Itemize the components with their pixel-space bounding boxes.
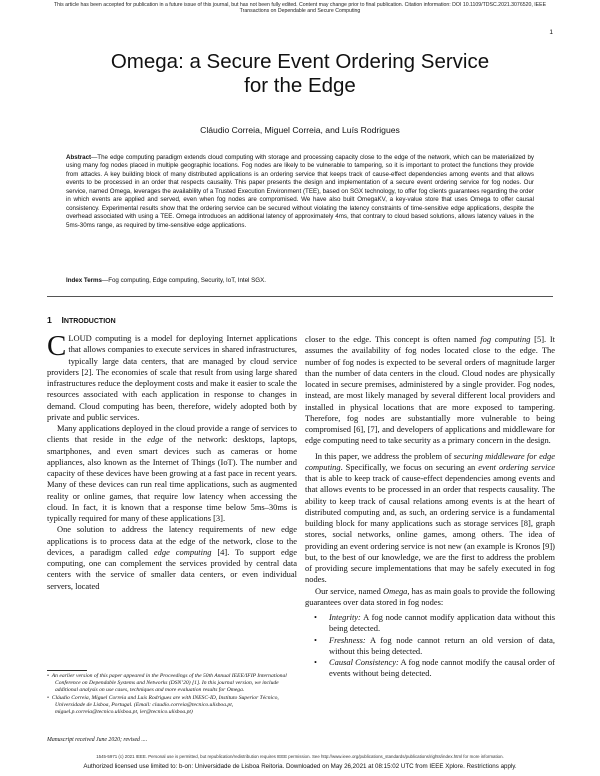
intro-p3-text-b: [4]. To support edge computing, one can complement the services provided by central data centers with the service of smaller data centers, or even individual servers, located bbox=[47, 546, 297, 591]
intro-p2-text-a: Many applications deployed in the cloud provide a range of services to clients that reside in the bbox=[47, 423, 297, 445]
intro-paragraph-3 bbox=[47, 524, 297, 592]
copyright-notice: 1545-5971 (c) 2021 IEEE. Personal use is permitted, but republication/redistribution requires IEEE permission. See http://www.ieee.org/publications_standards/publications/rights/index.html for more information. bbox=[96, 754, 504, 759]
intro-p2-emphasis: edge bbox=[147, 434, 164, 445]
right-p3-text-b: , has as main goals to provide the following guarantees over data stored in fog nodes: bbox=[305, 585, 555, 607]
left-column bbox=[47, 330, 297, 592]
bullet: • bbox=[314, 634, 317, 645]
right-p1-emphasis: fog computing bbox=[480, 334, 531, 344]
footnotes bbox=[47, 673, 297, 718]
notice-line-2: Transactions on Dependable and Secure Computing bbox=[239, 8, 361, 15]
right-column bbox=[305, 334, 555, 680]
guarantee-term: Causal Consistency: bbox=[329, 657, 399, 667]
footnote-1: • An earlier version of this paper appeared in the Proceedings of the 50th Annual IEEE/IFIP International Conference on Dependable Systems and Networks (DSN’20) [1]. In this journal version, we include additional analysis on use cases, techniques and more evaluation results for Omega. bbox=[47, 673, 287, 694]
footnote-divider bbox=[47, 670, 87, 671]
guarantee-text: A fog node cannot modify the causal order of events without being detected. bbox=[329, 657, 555, 679]
intro-paragraph-2 bbox=[47, 423, 297, 524]
index-terms-label: Index Terms bbox=[66, 277, 102, 284]
right-p2-emphasis-1: securing middleware for edge computing bbox=[305, 450, 555, 472]
intro-p2-text-b: of the network: desktops, laptops, smartphones, and even smart devices such as cameras or home appliances, also known as the Internet of Things (IoT). The number and capacity of these devices have been growing at a fast pace in recent years. Many of these devices can run real time applications, such as augmented reality or online games, that require low latency when accessing the cloud. In fact, it is known that a response time below 5ms–30ms is typically required for many of these applications [3]. bbox=[47, 434, 297, 523]
section-title-initial: I bbox=[61, 315, 64, 325]
right-paragraph-1 bbox=[305, 334, 555, 447]
right-p1-text-a: closer to the edge. This concept is often named bbox=[305, 334, 481, 344]
guarantee-term: Freshness: bbox=[329, 634, 366, 645]
intro-p3-text-a: One solution to address the latency requirements of new edge applications is to process data at the edge of the network, close to the devices, a paradigm called bbox=[47, 524, 297, 557]
list-item bbox=[305, 657, 555, 680]
right-p2-emphasis-2: event ordering service bbox=[478, 461, 555, 472]
manuscript-note: Manuscript received June 2020; revised .... bbox=[47, 737, 148, 743]
footnote-2-text: Cláudio Correia, Miguel Correia and Luís Rodrigues are with INESC-ID, Instituto Superior Técnico, Universidade de Lisboa, Portugal. (Email: claudio.correia@tecnico.ulisboa.pt, miguel.p.correia@tecnico.ulisboa.pt, ler@tecnico.ulisboa.pt) bbox=[51, 695, 279, 716]
list-item bbox=[305, 635, 555, 658]
footnote-1-text: An earlier version of this paper appeared in the Proceedings of the 50th Annual IEEE/IFIP International Conference on Dependable Systems and Networks (DSN’20) [1]. In this journal version, we include additional analysis on use cases, techniques and more evaluation results for Omega. bbox=[51, 673, 287, 694]
abstract bbox=[66, 154, 534, 230]
section-title-rest: NTRODUCTION bbox=[63, 318, 116, 325]
bullet: • bbox=[314, 612, 317, 622]
index-terms bbox=[66, 277, 534, 285]
first-word-rest: LOUD bbox=[68, 333, 92, 343]
abstract-divider bbox=[47, 296, 553, 297]
right-p2-text-c: that is able to keep track of cause-effect dependencies among events and that allows events to be processed in an order that respects causality. The ability to keep track of causal relations among events is at the heart of distributed computing and, as such, an ordering service is a fundamental building block for many applications such as storage services [8], graph stores, social networks, online games, among others. The idea of providing an event ordering service is not new (an example is Kronos [9]) but, to the best of our knowledge, we are the first to address the problem of providing secure implementations that may be safely executed in fog nodes. bbox=[305, 473, 555, 585]
drop-cap: C bbox=[47, 330, 67, 362]
abstract-label: Abstract bbox=[66, 154, 92, 161]
section-number: 1 bbox=[47, 315, 52, 325]
title-line-1: Omega: a Secure Event Ordering Service bbox=[110, 50, 490, 73]
right-p1-text-b: [5]. It assumes the availability of fog nodes located close to the edge. The number of fog nodes is expected to be several orders of magnitude larger than the number of data centers in the cloud. Cloud nodes are physically located in secure premises, administered by a single provider. Fog nodes, instead, are most likely managed by several different local providers and installed in physical locations that are more exposed to tampering. Therefore, fog nodes are substantially more vulnerable to being compromised [6], [7], and developers of applications and middleware for edge computing need to take security as a primary concern in the design. bbox=[305, 334, 556, 446]
intro-paragraph-1 bbox=[47, 330, 297, 423]
right-p2-text-b: . Specifically, we focus on securing an bbox=[340, 461, 479, 472]
guarantee-text: A fog node cannot modify application data without this being detected. bbox=[329, 612, 555, 634]
right-p2-text-a: In this paper, we address the problem of bbox=[315, 450, 454, 461]
paper-title bbox=[60, 50, 540, 98]
right-p3-text-a: Our service, named bbox=[315, 585, 384, 596]
abstract-text: —The edge computing paradigm extends cloud computing with storage and processing capacity close to the edge of the network, which can be materialized by using many fog nodes placed in multiple geographic locations. Fog nodes are likely to be vulnerable to tampering, so it is important to protect the functions they provide from attacks. A key building block of many distributed applications is an ordering service that keeps track of cause-effect dependencies among events and that allows events to be processed in an order that respects causality. This paper presents the design and implementation of a secure event ordering service for fog nodes. Our service, named Omega, leverages the availability of a Trusted Execution Environment (TEE), based on SGX technology, to offer fog clients guarantees regarding the order in which events are applied and served, even when fog nodes are compromised. We have also built OmegaKV, a key-value store that uses Omega to offer causal consistency. Experimental results show that the ordering service can be secured without violating the latency constraints of time-sensitive edge applications, despite the overhead associated with using a TEE. Omega introduces an additional latency of approximately 4ms, that contrary to cloud based solutions, allows latency values in the 5ms-30ms range, as required by time-sensitive edge applications. bbox=[66, 154, 534, 229]
authorized-use-notice: Authorized licensed use limited to: b-on: Universidade de Lisboa Reitoria. Downloaded on May 26,2021 at 08:15:02 UTC from IEEE Xplore. Restrictions apply. bbox=[83, 763, 517, 770]
index-terms-text: —Fog computing, Edge computing, Security, IoT, Intel SGX. bbox=[102, 277, 266, 284]
right-p3-emphasis: Omega bbox=[383, 585, 408, 596]
page-number: 1 bbox=[549, 29, 553, 36]
title-line-2: for the Edge bbox=[244, 74, 356, 97]
right-paragraph-2 bbox=[305, 451, 555, 586]
right-paragraph-3 bbox=[305, 586, 555, 609]
intro-p3-emphasis: edge computing bbox=[153, 546, 212, 557]
guarantee-list bbox=[305, 612, 555, 680]
guarantee-term: Integrity: bbox=[329, 612, 361, 622]
footnote-2: • Cláudio Correia, Miguel Correia and Luís Rodrigues are with INESC-ID, Instituto Superior Técnico, Universidade de Lisboa, Portugal. (Email: claudio.correia@tecnico.ulisboa.pt, miguel.p.correia@tecnico.ulisboa.pt, ler@tecnico.ulisboa.pt) bbox=[47, 695, 279, 716]
author-list: Cláudio Correia, Miguel Correia, and Luís Rodrigues bbox=[200, 125, 400, 135]
notice-line-1: This article has been accepted for publication in a future issue of this journal, but has not been fully edited. Content may change prior to final publication. Citation information: DOI 10.1109/TDSC.2021.3076520, IEEE bbox=[53, 2, 547, 8]
intro-p1-text: computing is a model for deploying Internet applications that allows companies to execute services in shared infrastructures, typically large data centers, that are managed by cloud service providers [2]. The economies of scale that result from using large shared infrastructures reduce the deployment costs and make it easier to scale the resources associated with each application in response to changes in demand. Cloud computing has been, therefore, widely adopted both by private and public services. bbox=[47, 333, 297, 422]
list-item bbox=[305, 612, 555, 635]
section-heading bbox=[47, 315, 116, 325]
guarantee-text: A fog node cannot return an old version of data, without this being detected. bbox=[329, 634, 555, 656]
bullet: • bbox=[314, 657, 317, 667]
publication-notice bbox=[0, 2, 600, 15]
